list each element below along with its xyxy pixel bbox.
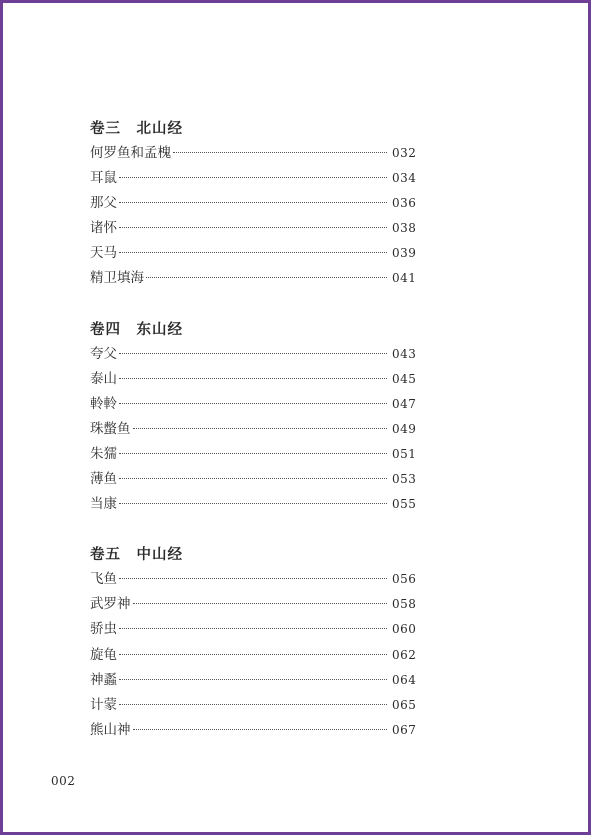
entry-page-number: 060	[392, 622, 417, 637]
entry-page-number: 055	[392, 497, 417, 512]
entry-page-number: 043	[392, 346, 417, 361]
entry-title: 珠蟞鱼	[90, 420, 131, 437]
toc-entry[interactable]	[90, 342, 417, 367]
dot-leader	[119, 353, 387, 354]
entry-page-number: 039	[392, 246, 417, 261]
dot-leader	[173, 152, 387, 153]
toc-entry[interactable]	[90, 191, 417, 216]
toc-entry[interactable]	[90, 442, 417, 467]
entry-page-number: 056	[392, 572, 417, 587]
entry-page-number: 058	[392, 597, 417, 612]
section-title: 卷三 北山经	[90, 120, 183, 137]
dot-leader	[119, 628, 387, 629]
entry-title: 薄鱼	[90, 471, 117, 488]
toc-entry[interactable]	[90, 693, 417, 718]
entry-title: 耳鼠	[90, 170, 117, 187]
toc-entry[interactable]	[90, 367, 417, 392]
toc-section	[90, 116, 417, 292]
dot-leader	[133, 603, 388, 604]
toc-entry[interactable]	[90, 718, 417, 743]
entry-page-number: 053	[392, 472, 417, 487]
toc-entry[interactable]	[90, 216, 417, 241]
entry-title: 计蒙	[90, 696, 117, 713]
entry-page-number: 041	[392, 271, 417, 286]
dot-leader	[119, 478, 387, 479]
entry-page-number: 045	[392, 371, 417, 386]
dot-leader	[119, 252, 387, 253]
dot-leader	[119, 654, 387, 655]
entry-title: 精卫填海	[90, 270, 144, 287]
entry-page-number: 051	[392, 446, 417, 461]
section-title: 卷五 中山经	[90, 546, 183, 564]
entry-title: 熊山神	[90, 721, 131, 738]
dot-leader	[119, 202, 387, 203]
entry-page-number: 034	[392, 171, 417, 186]
entry-title: 何罗鱼和孟槐	[90, 145, 171, 161]
entry-title: 当康	[90, 496, 117, 513]
entry-page-number: 032	[392, 146, 417, 160]
toc-entry[interactable]	[90, 668, 417, 693]
entry-title: 天马	[90, 245, 117, 262]
entry-title: 飞鱼	[90, 571, 117, 588]
toc-entry[interactable]	[90, 467, 417, 492]
dot-leader	[119, 227, 387, 228]
entry-page-number: 065	[392, 697, 417, 712]
entry-title: 朱獳	[90, 445, 117, 462]
dot-leader	[133, 428, 388, 429]
toc-entry[interactable]	[90, 266, 417, 291]
dot-leader	[119, 503, 387, 504]
table-of-contents	[90, 116, 417, 768]
entry-page-number: 064	[392, 672, 417, 687]
section-title: 卷四 东山经	[90, 320, 183, 338]
entry-page-number: 047	[392, 396, 417, 411]
entry-page-number: 036	[392, 196, 417, 211]
dot-leader	[133, 729, 388, 730]
page-number: 002	[51, 774, 76, 788]
toc-entry[interactable]	[90, 417, 417, 442]
entry-page-number: 067	[392, 722, 417, 737]
dot-leader	[119, 704, 387, 705]
toc-entry[interactable]	[90, 643, 417, 668]
toc-entry[interactable]	[90, 567, 417, 592]
entry-title: 泰山	[90, 370, 117, 387]
dot-leader	[119, 453, 387, 454]
entry-title: 武罗神	[90, 596, 131, 613]
toc-entry[interactable]	[90, 166, 417, 191]
toc-section	[90, 542, 417, 743]
toc-entry[interactable]	[90, 241, 417, 266]
toc-entry[interactable]	[90, 141, 417, 166]
entry-title: 骄虫	[90, 621, 117, 638]
entry-title: 诸怀	[90, 220, 117, 237]
entry-page-number: 062	[392, 647, 417, 662]
dot-leader	[119, 679, 387, 680]
dot-leader	[119, 578, 387, 579]
dot-leader	[119, 403, 387, 404]
entry-title: 夸父	[90, 345, 117, 362]
dot-leader	[119, 378, 387, 379]
toc-entry[interactable]	[90, 492, 417, 517]
entry-title: 旋龟	[90, 646, 117, 663]
entry-page-number: 038	[392, 221, 417, 236]
dot-leader	[146, 277, 387, 278]
toc-entry[interactable]	[90, 617, 417, 642]
entry-title: 神蟸	[90, 671, 117, 688]
toc-section	[90, 317, 417, 518]
entry-title: 那父	[90, 195, 117, 212]
entry-title: 軨軨	[90, 395, 117, 412]
toc-entry[interactable]	[90, 592, 417, 617]
entry-page-number: 049	[392, 421, 417, 436]
dot-leader	[119, 177, 387, 178]
toc-entry[interactable]	[90, 392, 417, 417]
